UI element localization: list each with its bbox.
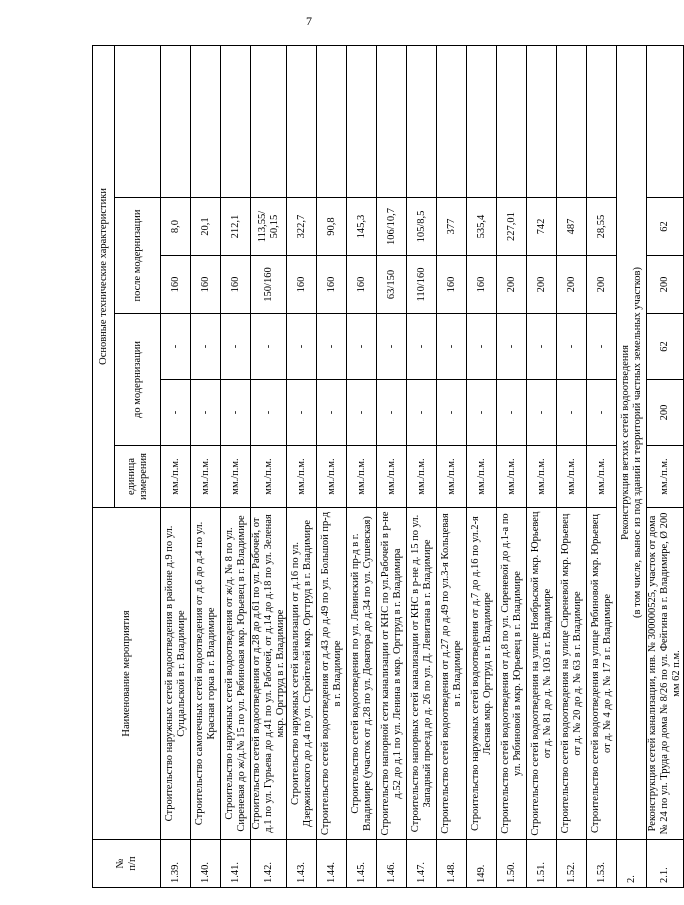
row-before-b: - [527,314,557,380]
table-row [407,45,437,887]
row-blank [317,45,347,197]
row-blank [377,45,407,197]
section-row [617,45,647,887]
row-after-b: 145,3 [347,198,377,256]
row-unit: мм./п.м. [191,446,221,508]
row-blank [557,45,587,197]
row-number: 1.46. [377,840,407,888]
row-before-a: - [347,380,377,446]
row-before-a: - [497,380,527,446]
row-before-a: - [161,380,191,446]
row-before-b: - [467,314,497,380]
row-number: 1.42. [251,840,287,888]
table-row [191,45,221,887]
row-after-a: 160 [287,256,317,314]
table-row [437,45,467,887]
header-before: до модернизации [115,314,161,446]
row-before-a: - [317,380,347,446]
table-row [347,45,377,887]
row-after-a: 110/160 [407,256,437,314]
table-row [317,45,347,887]
row-before-a: - [221,380,251,446]
row-after-a: 200 [557,256,587,314]
row-unit: мм./п.м. [251,446,287,508]
row-after-b: 8,0 [161,198,191,256]
row-blank [287,45,317,197]
row-name: Строительство сетей водоотведения на улице Сиреневой мкр. Юрьевец от д. № 20 до д. № 63 в г. Владимире [557,508,587,840]
row-before-b: - [587,314,617,380]
row-after-b: 322,7 [287,198,317,256]
row-blank [347,45,377,197]
row-after-b: 742 [527,198,557,256]
table-row [161,45,191,887]
row-name: Строительство сетей водоотведения от д.8 по ул. Сиреневой до д.1-а по ул. Рябиновой в мкр. Юрьевец в г. Владимире [497,508,527,840]
table-row [527,45,557,887]
row-before-b: - [221,314,251,380]
row-after-a: 200 [647,256,683,314]
row-after-b: 106/10,7 [377,198,407,256]
row-after-b: 487 [557,198,587,256]
row-before-b: - [497,314,527,380]
row-blank [221,45,251,197]
row-after-b: 90,8 [317,198,347,256]
row-after-a: 150/160 [251,256,287,314]
row-name: Строительство сетей водоотведения от д.27 до д.49 по ул.3-я Кольцевая в г. Владимире [437,508,467,840]
row-before-a: 200 [647,380,683,446]
row-after-b: 28,55 [587,198,617,256]
row-unit: мм./п.м. [377,446,407,508]
row-name: Строительство самотечных сетей водоотведения от д.6 до д.4 по ул. Красная горка в г. Владимире [191,508,221,840]
row-before-a: - [191,380,221,446]
row-name: Строительство сетей водоотведения на улице Рябиновой мкр. Юрьевец от д. № 4 до д. № 17 в г. Владимире [587,508,617,840]
row-unit: мм./п.м. [221,446,251,508]
row-blank [407,45,437,197]
table-row [251,45,287,887]
row-after-a: 160 [161,256,191,314]
row-before-a: - [437,380,467,446]
header-blank [115,45,161,197]
row-before-a: - [287,380,317,446]
row-number: 1.51. [527,840,557,888]
row-number: 1.50. [497,840,527,888]
row-after-b: 227,01 [497,198,527,256]
table-row [377,45,407,887]
row-after-a: 160 [437,256,467,314]
row-unit: мм./п.м. [437,446,467,508]
row-after-a: 200 [527,256,557,314]
row-number: 1.47. [407,840,437,888]
row-unit: мм./п.м. [527,446,557,508]
row-after-a: 160 [191,256,221,314]
table-row [557,45,587,887]
row-after-a: 160 [221,256,251,314]
row-blank [587,45,617,197]
row-before-b: - [437,314,467,380]
row-blank [527,45,557,197]
row-before-b: 62 [647,314,683,380]
row-name: Строительство напорных сетей канализации от КНС в р-не д. 15 по ул. Западный проезд до д. 26 по ул. Д. Левитана в г. Владимире [407,508,437,840]
row-after-b: 212,1 [221,198,251,256]
row-blank [467,45,497,197]
section-title-text: Реконструкция ветхих сетей водоотведения [620,345,631,540]
header-no: № п/п [93,840,161,888]
row-before-a: - [467,380,497,446]
row-before-a: - [251,380,287,446]
row-blank [161,45,191,197]
row-number: 1.39. [161,840,191,888]
table-row [587,45,617,887]
row-after-b: 62 [647,198,683,256]
row-unit: мм./п.м. [467,446,497,508]
table-row [221,45,251,887]
section-number: 2. [617,840,647,888]
row-name: Строительство сетей водоотведения по ул. Левинский пр-д в г. Владимире (участок от д.28 по ул. Доватора до д.34 по ул. Сушевская) [347,508,377,840]
section-subtitle-text: (в том числе, вынос из под зданий и территорий частных земельных участков) [631,267,643,618]
row-number: 1.48. [437,840,467,888]
row-number: 1.44. [317,840,347,888]
row-unit: мм./п.м. [557,446,587,508]
row-before-a: - [377,380,407,446]
row-blank [251,45,287,197]
row-before-b: - [287,314,317,380]
row-before-a: - [407,380,437,446]
row-number: 1.52. [557,840,587,888]
row-unit: мм./п.м. [497,446,527,508]
section-title [617,45,647,839]
row-after-a: 200 [587,256,617,314]
header-after: после модернизации [115,198,161,314]
row-unit: мм./п.м. [587,446,617,508]
row-after-b: 113,55/ 50,15 [251,198,287,256]
measures-table [92,45,684,888]
row-name: Строительство сетей водоотведения от д.43 до д.49 по ул. Большой пр-д в г. Владимире [317,508,347,840]
row-before-b: - [251,314,287,380]
row-name: Строительство наружных сетей канализации от д.16 по ул. Дзержинского до д.4 по ул. Стройтелей мкр. Оргтруд в г. Владимире [287,508,317,840]
row-after-a: 160 [317,256,347,314]
row-name: Строительство наружных сетей водоотведения от д.7 до д.16 по ул.2-я Лесная мкр. Оргтруд в г. Владимире [467,508,497,840]
row-blank [191,45,221,197]
row-number: 1.41. [221,840,251,888]
row-before-a: - [527,380,557,446]
row-before-b: - [317,314,347,380]
row-name: Строительство напорной сети канализации от КНС по ул.Рабочей в р-не д.52 до д.1 по ул. Ленина в мкр. Оргтруд в г. Владимира [377,508,407,840]
row-blank [497,45,527,197]
header-unit: единица измерения [115,446,161,508]
table-row [287,45,317,887]
row-before-b: - [557,314,587,380]
row-after-b: 377 [437,198,467,256]
row-number: 1.40. [191,840,221,888]
row-before-a: - [557,380,587,446]
row-unit: мм./п.м. [161,446,191,508]
row-before-a: - [587,380,617,446]
row-unit: мм./п.м. [317,446,347,508]
row-number: 1.45. [347,840,377,888]
row-blank [437,45,467,197]
row-after-a: 160 [347,256,377,314]
row-unit: мм./п.м. [287,446,317,508]
row-blank [647,45,683,197]
row-before-b: - [161,314,191,380]
row-after-b: 105/8,5 [407,198,437,256]
header-tech: Основные технические характеристики [93,45,115,507]
row-unit: мм./п.м. [647,446,683,508]
row-before-b: - [377,314,407,380]
table-row [497,45,527,887]
row-before-b: - [347,314,377,380]
row-before-b: - [407,314,437,380]
row-number: 2.1. [647,840,683,888]
header-name: Наименование мероприятия [93,508,161,840]
row-after-a: 160 [467,256,497,314]
table-row [467,45,497,887]
table-row [647,45,683,887]
row-number: 1.43. [287,840,317,888]
row-name: Строительство сетей водоотведения от д.28 до д.61 по ул. Рабочей, от д.1 по ул. Гурьева до д.41 по ул. Рабочей, от д.14 до д.18 по ул. Зеленая мкр. Оргтруд в г. Владимире [251,508,287,840]
row-name: Реконструкция сетей канализации, инв. № 300000525, участок от дома № 24 по ул. Труда до дома № 8/26 по ул. Фейгина в г. Владимире, Ø 200 мм 62 п.м. [647,508,683,840]
row-after-a: 200 [497,256,527,314]
row-number: 149. [467,840,497,888]
row-number: 1.53. [587,840,617,888]
rotated-table-container [92,46,682,888]
row-name: Строительство сетей водоотведения на улице Ноябрьской мкр. Юрьевец от д. № 81 до д. № 103 в г. Владимире [527,508,557,840]
row-after-b: 535,4 [467,198,497,256]
row-unit: мм./п.м. [347,446,377,508]
row-name: Строительство наружных сетей водоотведения в районе д.9 по ул. Суцдальской в г. Владимире [161,508,191,840]
row-unit: мм./п.м. [407,446,437,508]
row-before-b: - [191,314,221,380]
row-after-b: 20,1 [191,198,221,256]
row-after-a: 63/150 [377,256,407,314]
row-name: Строительство наружных сетей водоотведения от ж/д. № 8 по ул. Сиреневая до ж/д.№ 15 по ул. Рябиновая мкр. Юрьевец в г. Владимире [221,508,251,840]
page-number: 7 [306,14,312,28]
